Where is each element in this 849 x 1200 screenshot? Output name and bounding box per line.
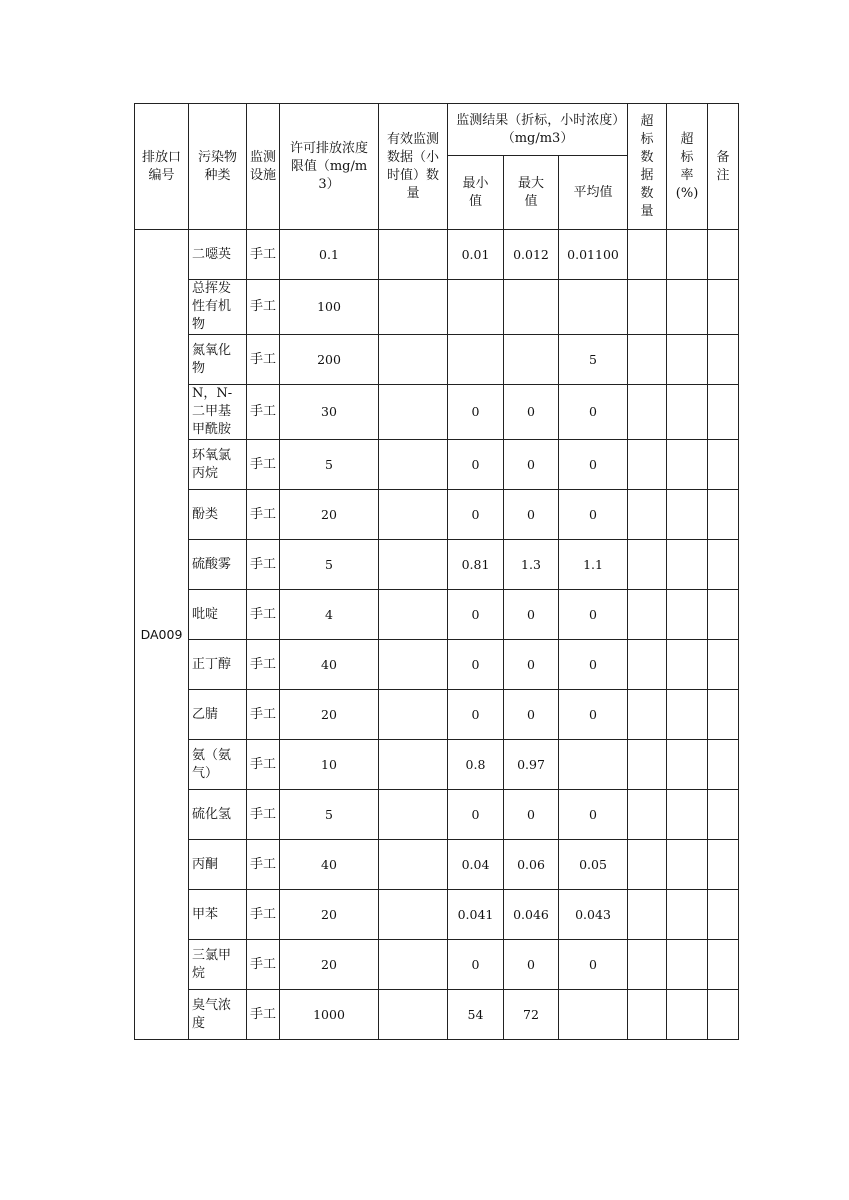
limit-cell: 5 bbox=[280, 540, 379, 590]
exceed-rate-cell bbox=[667, 440, 708, 490]
facility-cell: 手工 bbox=[247, 990, 280, 1040]
avg-cell: 0.01100 bbox=[559, 230, 628, 280]
header-outlet-no: 排放口编号 bbox=[135, 104, 189, 230]
facility-cell: 手工 bbox=[247, 385, 280, 440]
exceed-count-cell bbox=[628, 230, 667, 280]
facility-cell: 手工 bbox=[247, 280, 280, 335]
header-min: 最小值 bbox=[448, 156, 504, 230]
limit-cell: 20 bbox=[280, 940, 379, 990]
header-results-group: 监测结果（折标，小时浓度）（mg/m3） bbox=[448, 104, 628, 156]
avg-cell: 1.1 bbox=[559, 540, 628, 590]
valid-count-cell bbox=[379, 385, 448, 440]
min-cell: 0 bbox=[448, 690, 504, 740]
exceed-rate-cell bbox=[667, 280, 708, 335]
avg-cell: 0.043 bbox=[559, 890, 628, 940]
facility-cell: 手工 bbox=[247, 440, 280, 490]
table-body bbox=[135, 230, 739, 1040]
exceed-count-cell bbox=[628, 790, 667, 840]
pollutant-cell: 三氯甲烷 bbox=[189, 940, 247, 990]
exceed-count-cell bbox=[628, 335, 667, 385]
remark-cell bbox=[708, 385, 739, 440]
exceed-count-cell bbox=[628, 280, 667, 335]
avg-cell: 0 bbox=[559, 940, 628, 990]
pollutant-cell: 二噁英 bbox=[189, 230, 247, 280]
pollutant-cell: 氨（氨气） bbox=[189, 740, 247, 790]
min-cell bbox=[448, 335, 504, 385]
pollutant-cell: 氮氧化物 bbox=[189, 335, 247, 385]
table-row bbox=[135, 740, 739, 790]
table-row bbox=[135, 440, 739, 490]
remark-cell bbox=[708, 280, 739, 335]
min-cell bbox=[448, 280, 504, 335]
facility-cell: 手工 bbox=[247, 840, 280, 890]
valid-count-cell bbox=[379, 490, 448, 540]
remark-cell bbox=[708, 690, 739, 740]
exceed-count-cell bbox=[628, 740, 667, 790]
min-cell: 0.04 bbox=[448, 840, 504, 890]
exceed-rate-cell bbox=[667, 385, 708, 440]
pollutant-cell: 乙腈 bbox=[189, 690, 247, 740]
exceed-rate-cell bbox=[667, 540, 708, 590]
header-limit: 许可排放浓度限值（mg/m3） bbox=[280, 104, 379, 230]
exceed-count-cell bbox=[628, 440, 667, 490]
table-row bbox=[135, 640, 739, 690]
max-cell: 72 bbox=[504, 990, 559, 1040]
facility-cell: 手工 bbox=[247, 540, 280, 590]
valid-count-cell bbox=[379, 640, 448, 690]
table-row bbox=[135, 940, 739, 990]
remark-cell bbox=[708, 640, 739, 690]
valid-count-cell bbox=[379, 440, 448, 490]
valid-count-cell bbox=[379, 740, 448, 790]
exceed-count-cell bbox=[628, 690, 667, 740]
avg-cell: 5 bbox=[559, 335, 628, 385]
header-max: 最大值 bbox=[504, 156, 559, 230]
limit-cell: 0.1 bbox=[280, 230, 379, 280]
facility-cell: 手工 bbox=[247, 490, 280, 540]
min-cell: 0.8 bbox=[448, 740, 504, 790]
facility-cell: 手工 bbox=[247, 690, 280, 740]
avg-cell: 0 bbox=[559, 690, 628, 740]
min-cell: 0 bbox=[448, 490, 504, 540]
limit-cell: 40 bbox=[280, 840, 379, 890]
facility-cell: 手工 bbox=[247, 740, 280, 790]
max-cell bbox=[504, 335, 559, 385]
header-facility: 监测设施 bbox=[247, 104, 280, 230]
facility-cell: 手工 bbox=[247, 230, 280, 280]
remark-cell bbox=[708, 590, 739, 640]
avg-cell bbox=[559, 740, 628, 790]
avg-cell: 0 bbox=[559, 790, 628, 840]
table-row bbox=[135, 590, 739, 640]
limit-cell: 20 bbox=[280, 490, 379, 540]
valid-count-cell bbox=[379, 280, 448, 335]
facility-cell: 手工 bbox=[247, 590, 280, 640]
table-row bbox=[135, 890, 739, 940]
min-cell: 0 bbox=[448, 790, 504, 840]
exceed-rate-cell bbox=[667, 790, 708, 840]
min-cell: 0 bbox=[448, 440, 504, 490]
avg-cell: 0 bbox=[559, 640, 628, 690]
exceed-rate-cell bbox=[667, 590, 708, 640]
pollutant-cell: 总挥发性有机物 bbox=[189, 280, 247, 335]
valid-count-cell bbox=[379, 940, 448, 990]
remark-cell bbox=[708, 790, 739, 840]
table-row bbox=[135, 280, 739, 335]
table-row bbox=[135, 490, 739, 540]
table-row bbox=[135, 840, 739, 890]
max-cell: 0.012 bbox=[504, 230, 559, 280]
valid-count-cell bbox=[379, 790, 448, 840]
valid-count-cell bbox=[379, 990, 448, 1040]
exceed-count-cell bbox=[628, 940, 667, 990]
avg-cell: 0 bbox=[559, 385, 628, 440]
valid-count-cell bbox=[379, 690, 448, 740]
avg-cell: 0 bbox=[559, 590, 628, 640]
pollutant-cell: 正丁醇 bbox=[189, 640, 247, 690]
facility-cell: 手工 bbox=[247, 940, 280, 990]
max-cell: 1.3 bbox=[504, 540, 559, 590]
valid-count-cell bbox=[379, 840, 448, 890]
pollutant-cell: 丙酮 bbox=[189, 840, 247, 890]
exceed-rate-cell bbox=[667, 690, 708, 740]
exceed-rate-cell bbox=[667, 740, 708, 790]
header-exceed-count: 超标数据数量 bbox=[628, 104, 667, 230]
limit-cell: 40 bbox=[280, 640, 379, 690]
pollutant-cell: N，N-二甲基甲酰胺 bbox=[189, 385, 247, 440]
avg-cell bbox=[559, 280, 628, 335]
limit-cell: 20 bbox=[280, 890, 379, 940]
max-cell: 0 bbox=[504, 640, 559, 690]
max-cell: 0.97 bbox=[504, 740, 559, 790]
min-cell: 0 bbox=[448, 590, 504, 640]
limit-cell: 5 bbox=[280, 790, 379, 840]
facility-cell: 手工 bbox=[247, 890, 280, 940]
pollutant-cell: 甲苯 bbox=[189, 890, 247, 940]
exceed-count-cell bbox=[628, 590, 667, 640]
remark-cell bbox=[708, 490, 739, 540]
limit-cell: 30 bbox=[280, 385, 379, 440]
remark-cell bbox=[708, 990, 739, 1040]
exceed-count-cell bbox=[628, 890, 667, 940]
avg-cell: 0.05 bbox=[559, 840, 628, 890]
limit-cell: 200 bbox=[280, 335, 379, 385]
valid-count-cell bbox=[379, 335, 448, 385]
exceed-rate-cell bbox=[667, 230, 708, 280]
table-row bbox=[135, 230, 739, 280]
header-remark: 备注 bbox=[708, 104, 739, 230]
exceed-rate-cell bbox=[667, 335, 708, 385]
limit-cell: 20 bbox=[280, 690, 379, 740]
exceed-rate-cell bbox=[667, 490, 708, 540]
pollutant-cell: 吡啶 bbox=[189, 590, 247, 640]
max-cell: 0 bbox=[504, 490, 559, 540]
remark-cell bbox=[708, 740, 739, 790]
limit-cell: 4 bbox=[280, 590, 379, 640]
limit-cell: 100 bbox=[280, 280, 379, 335]
min-cell: 0 bbox=[448, 640, 504, 690]
pollutant-cell: 酚类 bbox=[189, 490, 247, 540]
outlet-id-cell: DA009 bbox=[135, 230, 189, 1040]
table-row bbox=[135, 790, 739, 840]
facility-cell: 手工 bbox=[247, 790, 280, 840]
limit-cell: 10 bbox=[280, 740, 379, 790]
max-cell: 0 bbox=[504, 940, 559, 990]
max-cell bbox=[504, 280, 559, 335]
remark-cell bbox=[708, 840, 739, 890]
exceed-rate-cell bbox=[667, 840, 708, 890]
avg-cell: 0 bbox=[559, 440, 628, 490]
min-cell: 0.81 bbox=[448, 540, 504, 590]
min-cell: 54 bbox=[448, 990, 504, 1040]
table-row bbox=[135, 690, 739, 740]
avg-cell: 0 bbox=[559, 490, 628, 540]
exceed-rate-cell bbox=[667, 940, 708, 990]
exceed-count-cell bbox=[628, 385, 667, 440]
remark-cell bbox=[708, 540, 739, 590]
exceed-rate-cell bbox=[667, 890, 708, 940]
valid-count-cell bbox=[379, 230, 448, 280]
max-cell: 0 bbox=[504, 440, 559, 490]
remark-cell bbox=[708, 440, 739, 490]
monitoring-table bbox=[134, 103, 739, 1040]
remark-cell bbox=[708, 335, 739, 385]
pollutant-cell: 环氧氯丙烷 bbox=[189, 440, 247, 490]
table-row bbox=[135, 990, 739, 1040]
limit-cell: 5 bbox=[280, 440, 379, 490]
remark-cell bbox=[708, 890, 739, 940]
valid-count-cell bbox=[379, 540, 448, 590]
max-cell: 0 bbox=[504, 385, 559, 440]
pollutant-cell: 硫酸雾 bbox=[189, 540, 247, 590]
min-cell: 0 bbox=[448, 940, 504, 990]
facility-cell: 手工 bbox=[247, 335, 280, 385]
header-pollutant: 污染物种类 bbox=[189, 104, 247, 230]
max-cell: 0.046 bbox=[504, 890, 559, 940]
max-cell: 0 bbox=[504, 790, 559, 840]
max-cell: 0 bbox=[504, 690, 559, 740]
header-valid-count: 有效监测数据（小时值）数量 bbox=[379, 104, 448, 230]
header-avg: 平均值 bbox=[559, 156, 628, 230]
table-row bbox=[135, 385, 739, 440]
pollutant-cell: 硫化氢 bbox=[189, 790, 247, 840]
facility-cell: 手工 bbox=[247, 640, 280, 690]
header-exceed-rate: 超标率(%) bbox=[667, 104, 708, 230]
exceed-rate-cell bbox=[667, 990, 708, 1040]
min-cell: 0.041 bbox=[448, 890, 504, 940]
valid-count-cell bbox=[379, 590, 448, 640]
table-row bbox=[135, 540, 739, 590]
exceed-count-cell bbox=[628, 640, 667, 690]
exceed-count-cell bbox=[628, 540, 667, 590]
exceed-count-cell bbox=[628, 840, 667, 890]
pollutant-cell: 臭气浓度 bbox=[189, 990, 247, 1040]
exceed-count-cell bbox=[628, 990, 667, 1040]
avg-cell bbox=[559, 990, 628, 1040]
remark-cell bbox=[708, 230, 739, 280]
max-cell: 0.06 bbox=[504, 840, 559, 890]
exceed-rate-cell bbox=[667, 640, 708, 690]
min-cell: 0 bbox=[448, 385, 504, 440]
table-row bbox=[135, 335, 739, 385]
remark-cell bbox=[708, 940, 739, 990]
min-cell: 0.01 bbox=[448, 230, 504, 280]
limit-cell: 1000 bbox=[280, 990, 379, 1040]
valid-count-cell bbox=[379, 890, 448, 940]
exceed-count-cell bbox=[628, 490, 667, 540]
max-cell: 0 bbox=[504, 590, 559, 640]
